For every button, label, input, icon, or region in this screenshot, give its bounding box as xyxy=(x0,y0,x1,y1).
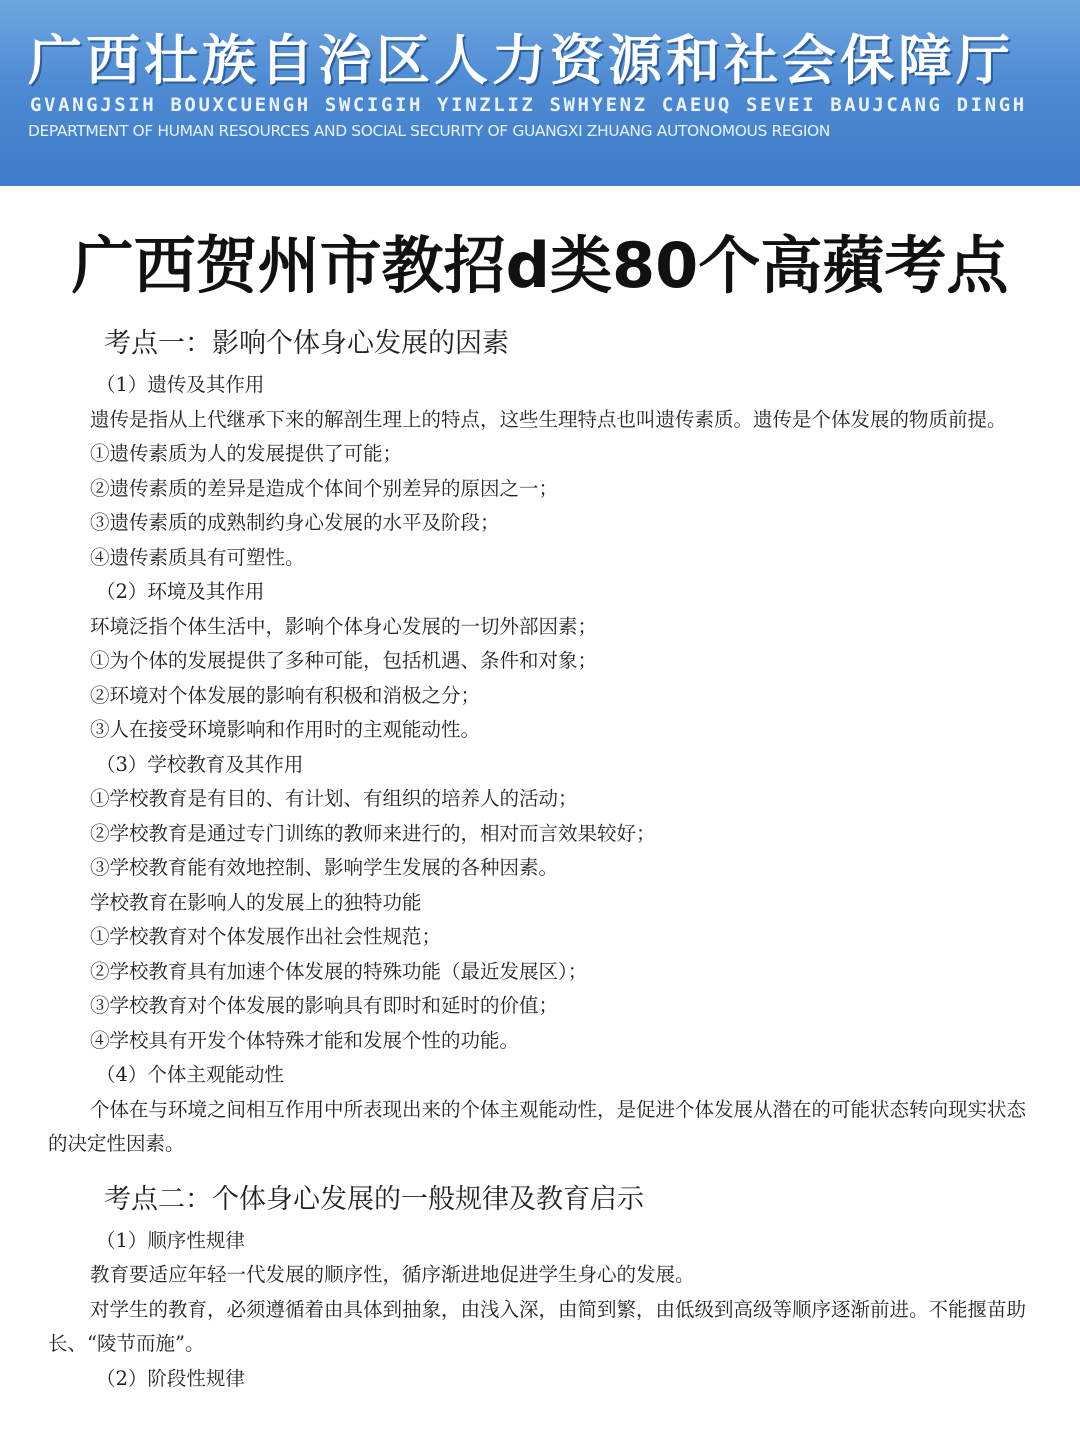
list-item: ③学校教育能有效地控制、影响学生发展的各种因素。 xyxy=(90,856,559,879)
header-banner xyxy=(0,0,1080,186)
document-title: 广西贺州市教招d类80个高蘋考点 xyxy=(71,229,1009,302)
list-item: ③人在接受环境影响和作用时的主观能动性。 xyxy=(90,718,481,741)
banner-title: 广西壮族自治区人力资源和社会保障厅 xyxy=(28,29,1014,92)
subheading: （1）遗传及其作用 xyxy=(96,373,265,396)
paragraph: 个体在与环境之间相互作用中所表现出来的个体主观能动性，是促进个体发展从潜在的可能状态转向现实状态的决定性因素。 xyxy=(48,1097,1027,1155)
paragraph: 遗传是指从上代继承下来的解剖生理上的特点，这些生理特点也叫遗传素质。遗传是个体发展的物质前提。 xyxy=(90,407,1007,431)
subheading: （4）个体主观能动性 xyxy=(96,1063,284,1086)
list-item: ③学校教育对个体发展的影响具有即时和延时的价值； xyxy=(90,994,559,1017)
paragraph: 对学生的教育，必须遵循着由具体到抽象，由浅入深，由简到繁，由低级到高级等顺序逐渐前进。不能揠苗助长、“陵节而施”。 xyxy=(48,1297,1027,1355)
paragraph: 教育要适应年轻一代发展的顺序性，循序渐进地促进学生身心的发展。 xyxy=(90,1263,695,1286)
section-heading-1: 考点一：影响个体身心发展的因素 xyxy=(104,328,509,359)
subheading: （3）学校教育及其作用 xyxy=(96,752,304,776)
subheading: （2）阶段性规律 xyxy=(96,1366,245,1390)
list-item: ②遗传素质的差异是造成个体间个别差异的原因之一； xyxy=(90,476,559,500)
list-item: ①学校教育是有目的、有计划、有组织的培养人的活动； xyxy=(90,787,578,810)
paragraph: 环境泛指个体生活中，影响个体身心发展的一切外部因素； xyxy=(90,614,598,638)
list-item: ③遗传素质的成熟制约身心发展的水平及阶段； xyxy=(90,511,500,534)
document-body xyxy=(48,322,1028,1396)
banner-english-subtitle: DEPARTMENT OF HUMAN RESOURCES AND SOCIAL SECURITY OF GUANGXI ZHUANG AUTONOMOUS REGION xyxy=(28,122,831,140)
list-item: ①学校教育对个体发展作出社会性规范； xyxy=(90,925,442,948)
list-item: ①遗传素质为人的发展提供了可能； xyxy=(90,442,403,465)
subheading: （2）环境及其作用 xyxy=(96,580,265,603)
list-item: ④学校具有开发个体特殊才能和发展个性的功能。 xyxy=(90,1028,520,1052)
list-item: ②环境对个体发展的影响有积极和消极之分； xyxy=(90,683,481,707)
banner-zhuang-subtitle: GVANGJSIH BOUXCUENGH SWCIGIH YINZLIZ SWHYENZ CAEUQ SEVEI BAUJCANG DINGH xyxy=(30,94,1027,116)
paragraph: 学校教育在影响人的发展上的独特功能 xyxy=(90,890,422,914)
subheading: （1）顺序性规律 xyxy=(96,1228,245,1252)
section-heading-2: 考点二：个体身心发展的一般规律及教育启示 xyxy=(104,1183,644,1215)
list-item: ②学校教育是通过专门训练的教师来进行的，相对而言效果较好； xyxy=(90,821,656,845)
list-item: ①为个体的发展提供了多种可能，包括机遇、条件和对象； xyxy=(90,649,598,672)
list-item: ④遗传素质具有可塑性。 xyxy=(90,545,305,569)
list-item: ②学校教育具有加速个体发展的特殊功能（最近发展区）； xyxy=(90,959,588,983)
